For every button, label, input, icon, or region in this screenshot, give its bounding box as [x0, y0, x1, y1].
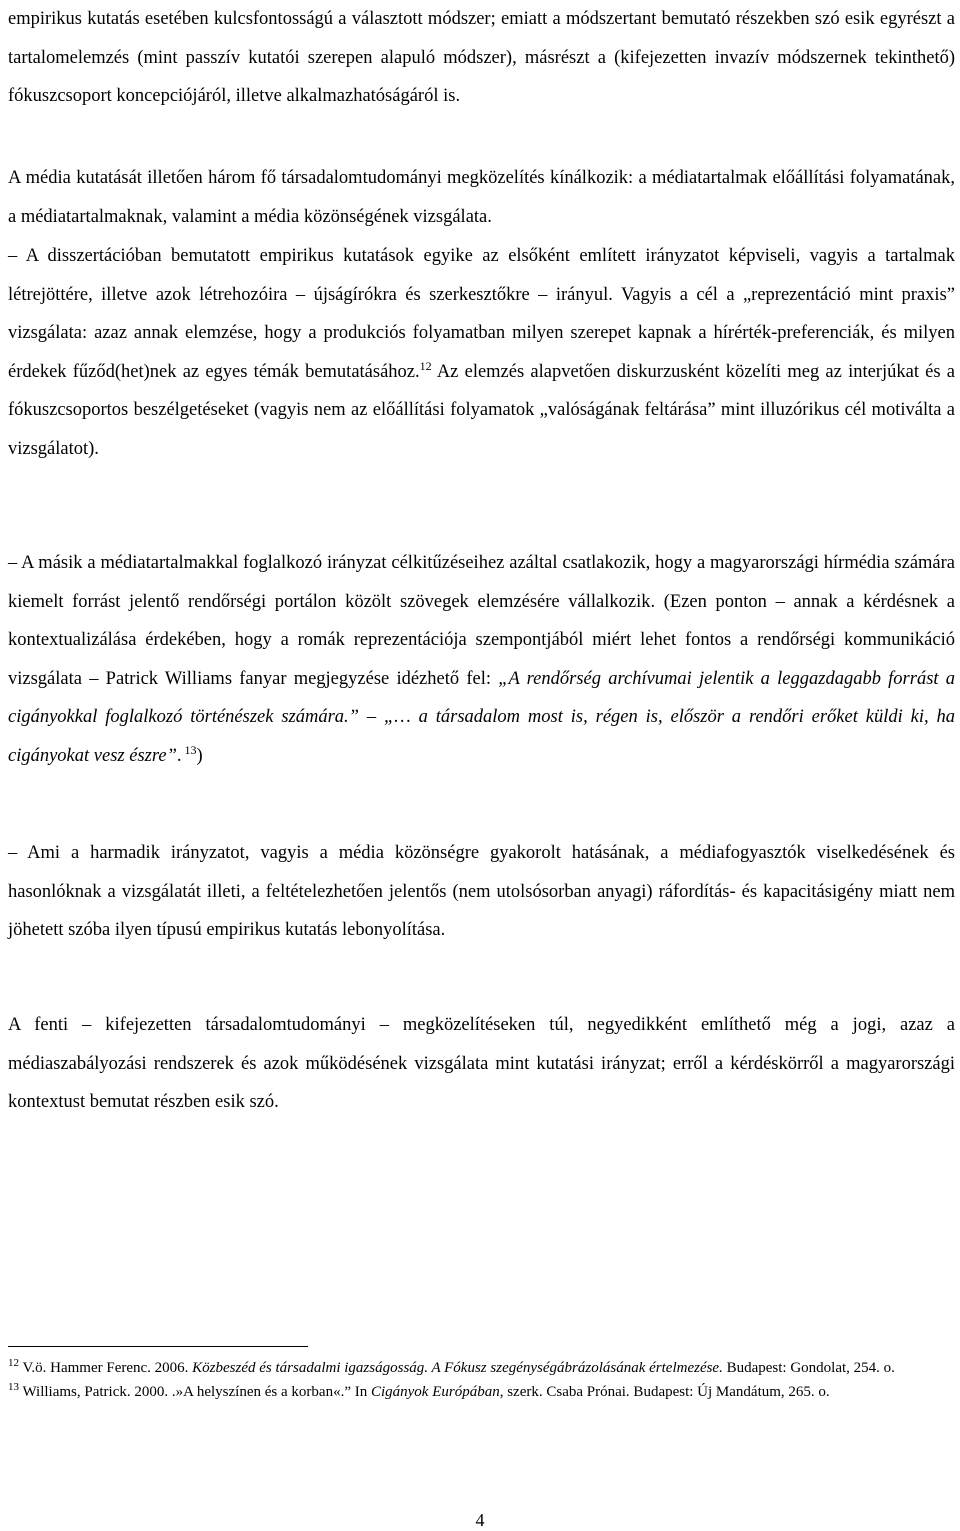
paragraph-1-text: empirikus kutatás esetében kulcsfontosságú a választott módszer; emiatt a módszertant bemutató részekben szó esik egyrészt a tartalomelemzés (mint passzív kutatói szerepen alapuló módszer), másrészt a (kifejezetten invazív módszernek tekinthető) fókuszcsoport koncepciójáról, illetve alkalmazhatóságáról is. — [8, 9, 955, 106]
footnote-title: Közbeszéd és társadalmi igazságosság. A Fókusz szegénységábrázolásának értelmezése. — [192, 1360, 723, 1376]
em-dash: – — [8, 843, 18, 863]
paragraph-4-text-c: Patrick Williams fanyar megjegyzése idézhető fel: — [98, 668, 499, 689]
footnote-ref-13[interactable]: 13 — [181, 742, 197, 757]
footnote-text: V.ö. Hammer Ferenc. 2006. — [19, 1360, 193, 1376]
em-dash: – — [82, 1015, 92, 1035]
footnote-text: Budapest: Gondolat, 254. o. — [722, 1360, 895, 1376]
paragraph-4-text-a: A másik a médiatartalmakkal foglalkozó irányzat célkitűzéseihez azáltal csatlakozik, hogy a magyarországi hírmédia számára kiemelt forrást jelentő rendőrségi portálon közölt szövegek elemzésére vállalkozik. (Ezen ponton — [8, 553, 955, 612]
footnote-ref-12[interactable]: 12 — [419, 358, 432, 373]
paragraph-4 — [8, 544, 955, 775]
paragraph-3 — [8, 237, 955, 468]
williams-quote-2: „… a társadalom most is, régen is, először a rendőri erőket küldi ki, ha cigányokat vesz észre” — [8, 707, 955, 766]
em-dash: – — [538, 284, 548, 305]
em-dash: – — [379, 1015, 389, 1035]
paragraph-2 — [8, 159, 955, 236]
em-dash: – — [295, 284, 306, 305]
footnote-text: , szerk. Csaba Prónai. Budapest: Új Mandátum, 265. o. — [499, 1384, 830, 1400]
footnote-title: Cigányok Európában — [370, 1384, 500, 1400]
paragraph-6-text-b: kifejezetten társadalomtudományi — [91, 1015, 380, 1035]
williams-quote-1: „A rendőrség archívumai jelentik a leggazdagabb forrást a cigányokkal foglalkozó történészek számára.” — [8, 668, 955, 727]
closing-paren: ) — [196, 745, 203, 766]
em-dash: – — [8, 553, 18, 573]
footnote-separator — [8, 1346, 308, 1347]
paragraph-6-text-a: A fenti — [8, 1015, 83, 1035]
paragraph-2-text: A média kutatását illetően három fő társadalomtudományi megközelítés kínálkozik: a médiatartalmak előállítási folyamatának, a médiatartalmaknak, valamint a média közönségének vizsgálata. — [8, 168, 955, 227]
paragraph-3-text-a: A disszertációban bemutatott empirikus kutatások egyike az elsőként említett irányzatot képviseli, vagyis a tartalmak létrejöttére, illetve azok létrehozóira — [8, 246, 955, 305]
paragraph-5-text: Ami a harmadik irányzatot, vagyis a média közönségre gyakorolt hatásának, a médiafogyasztók viselkedésének és hasonlóknak a vizsgálatát illeti, a feltételezhetően jelentős (nem utolsósorban anyagi) ráfordítás- és kapacitásigény miatt nem jöhetett szóba ilyen típusú empirikus kutatás lebonyolítása. — [8, 843, 955, 940]
page-number: 4 — [475, 1510, 485, 1530]
footnote-13 — [8, 1381, 955, 1403]
em-dash: – — [775, 591, 785, 612]
paragraph-3-text-b: újságírókra és szerkesztőkre — [305, 284, 539, 305]
em-dash: – — [89, 668, 99, 689]
paragraph-6-text-c: megközelítéseken túl, negyedikként említhető még a jogi, azaz a médiaszabályozási rendszerek és azok működésének vizsgálata mint kutatási irányzat; erről a kérdéskörről a magyarországi kontextust bemutat részben esik szó. — [8, 1015, 955, 1112]
space — [359, 707, 367, 727]
paragraph-4-text-b: annak a kérdésnek a kontextualizálása érdekében, hogy a romák reprezentációja szempontjából miért lehet fontos a rendőrségi kommunikáció vizsgálata — [8, 591, 955, 689]
period: . — [176, 745, 182, 766]
paragraph-5 — [8, 834, 955, 950]
paragraph-3-text-d: Az elemzés alapvetően diskurzusként közelíti meg az interjúkat és a fókuszcsoportos beszélgetéseket (vagyis nem az előállítási folyamatok „valóságának feltárása” mint illuzórikus cél motiválta a vizsgálatot). — [8, 361, 955, 459]
paragraph-3-text-c: irányul. Vagyis a cél a „reprezentáció mint praxis” vizsgálata: azaz annak elemzése, hogy a produkciós folyamatban milyen szerepet kapnak a hírérték-preferenciák, és milyen érdekek fűződ(het)nek az egyes témák bemutatásához. — [8, 284, 955, 382]
footnote-text: Williams, Patrick. 2000. .»A helyszínen és a korban«.” In — [19, 1384, 371, 1400]
footnote-number: 13 — [8, 1381, 19, 1393]
footnote-number: 12 — [8, 1357, 19, 1369]
paragraph-6 — [8, 1006, 955, 1122]
em-dash: – — [366, 707, 377, 727]
footnote-12 — [8, 1357, 955, 1379]
footnotes — [8, 1357, 955, 1405]
paragraph-1 — [8, 0, 955, 116]
em-dash: – — [8, 246, 18, 266]
